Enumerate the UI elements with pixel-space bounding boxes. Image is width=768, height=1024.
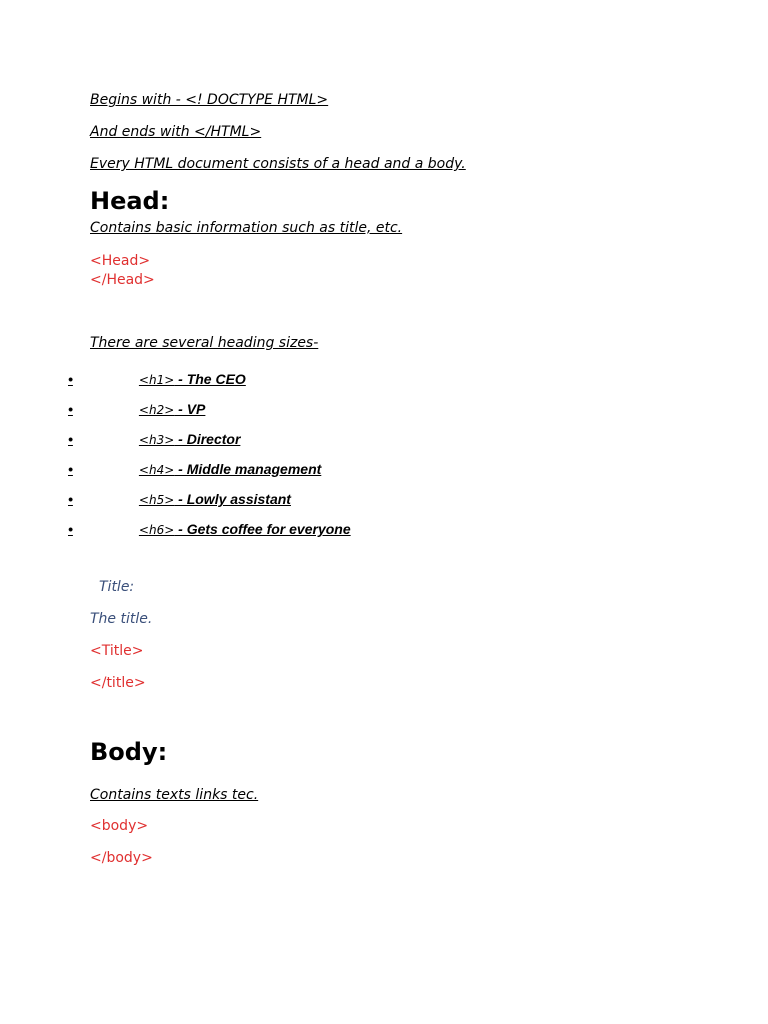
title-label: Title: xyxy=(99,579,135,595)
bullet-icon: • xyxy=(68,431,73,447)
list-item xyxy=(68,521,351,537)
heading-label: - Lowly assistant xyxy=(174,491,291,507)
bullet-icon: • xyxy=(68,401,73,417)
heading-label: - Gets coffee for everyone xyxy=(174,521,351,537)
body-open-tag: <body> xyxy=(90,818,149,834)
head-description: Contains basic information such as title, etc. xyxy=(90,220,403,236)
body-heading: Body: xyxy=(90,738,168,766)
intro-line-doctype: Begins with - <! DOCTYPE HTML> xyxy=(90,92,329,108)
head-close-tag: </Head> xyxy=(90,272,155,288)
heading-tag: <h4> xyxy=(138,463,175,477)
heading-tag: <h6> xyxy=(138,523,175,537)
body-close-tag: </body> xyxy=(90,850,153,866)
list-item xyxy=(68,401,205,417)
body-description: Contains texts links tec. xyxy=(90,787,259,803)
heading-tag: <h2> xyxy=(138,403,175,417)
list-item xyxy=(68,371,246,387)
list-item xyxy=(68,461,321,477)
headings-intro: There are several heading sizes- xyxy=(90,335,319,351)
title-description: The title. xyxy=(90,611,153,627)
bullet-icon: • xyxy=(68,491,73,507)
list-item xyxy=(68,431,240,447)
heading-label: - Middle management xyxy=(174,461,322,477)
title-open-tag: <Title> xyxy=(90,643,144,659)
intro-line-structure: Every HTML document consists of a head and a body. xyxy=(90,156,466,172)
bullet-icon: • xyxy=(68,461,73,477)
title-close-tag: </title> xyxy=(90,675,146,691)
intro-line-end: And ends with </HTML> xyxy=(90,124,262,140)
bullet-icon: • xyxy=(68,371,73,387)
heading-label: - VP xyxy=(174,401,206,417)
head-open-tag: <Head> xyxy=(90,253,151,269)
head-heading: Head: xyxy=(90,187,170,215)
heading-tag: <h3> xyxy=(138,433,175,447)
heading-tag: <h1> xyxy=(138,373,175,387)
bullet-icon: • xyxy=(68,521,73,537)
heading-label: - Director xyxy=(174,431,241,447)
heading-label: - The CEO xyxy=(174,371,246,387)
heading-tag: <h5> xyxy=(138,493,175,507)
list-item xyxy=(68,491,291,507)
